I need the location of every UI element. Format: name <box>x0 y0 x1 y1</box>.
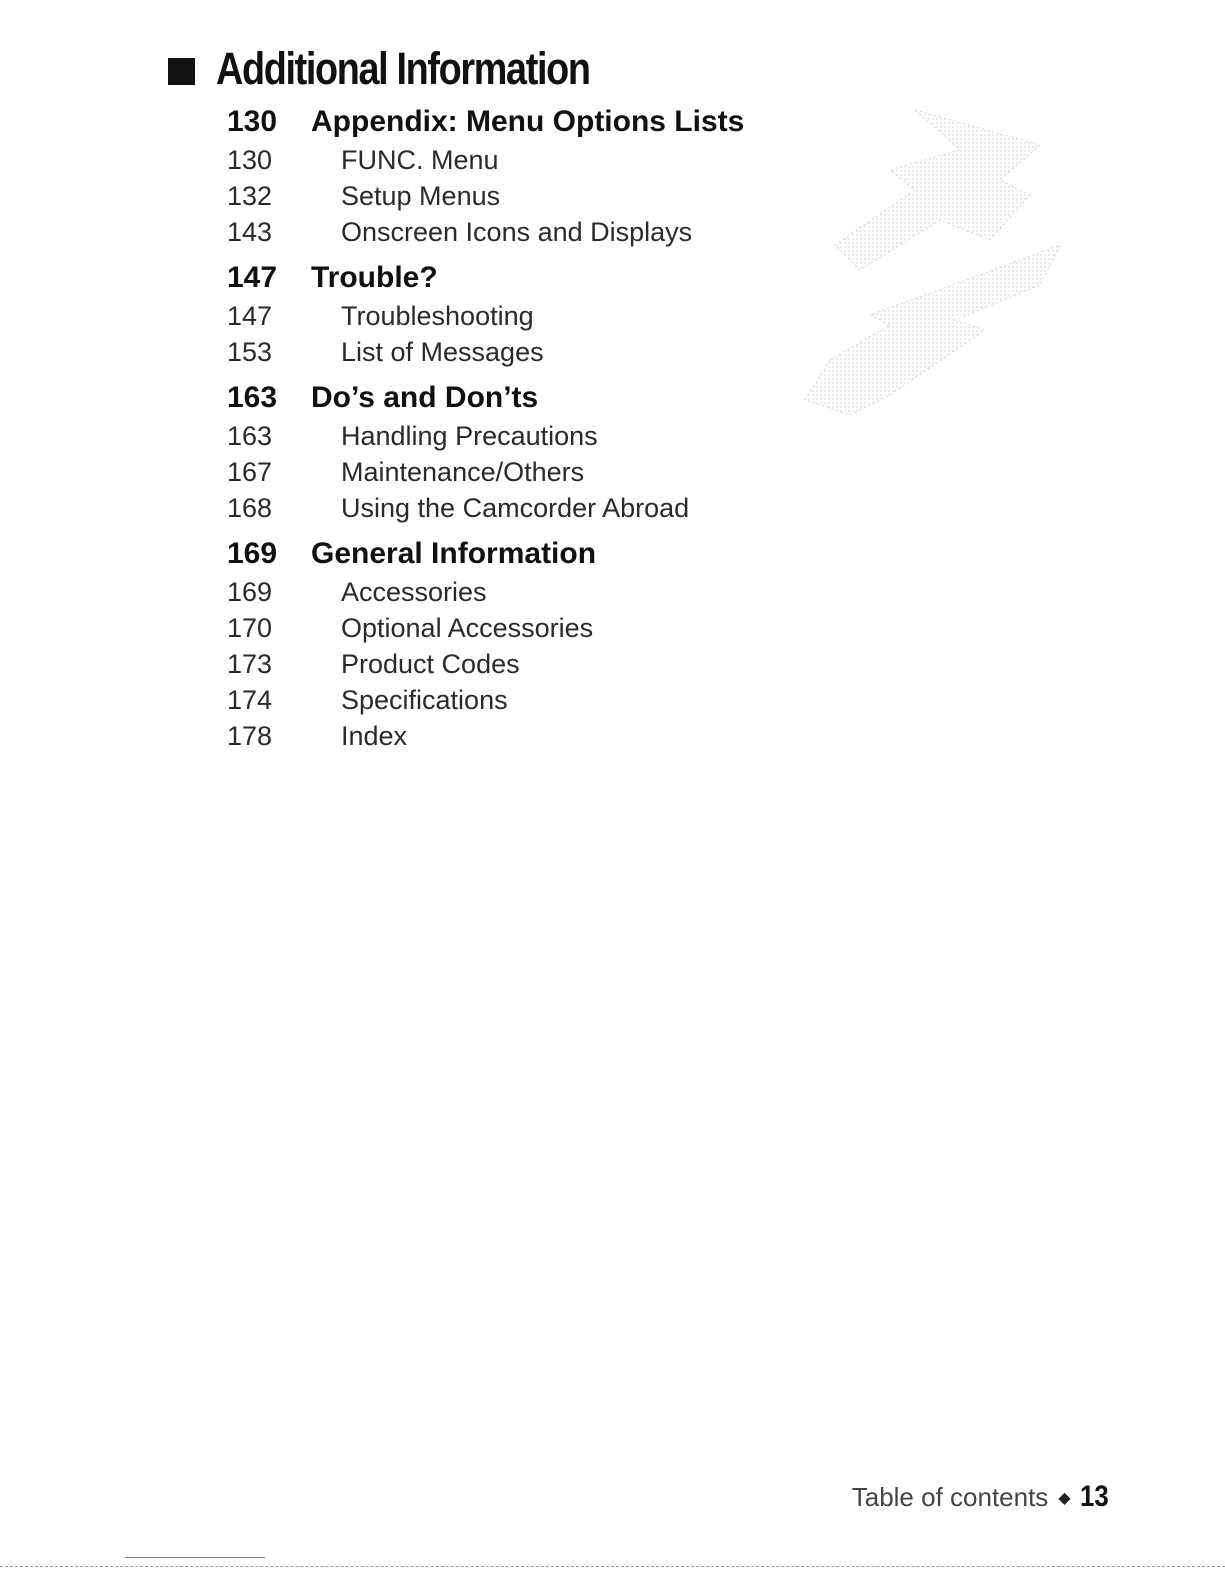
entry-page-number: 130 <box>227 145 273 175</box>
toc-section <box>227 258 847 370</box>
toc-entry[interactable] <box>227 214 847 250</box>
entry-label: Onscreen Icons and Displays <box>341 217 693 247</box>
entry-page-number: 132 <box>227 181 273 211</box>
page-number: 13 <box>1079 1480 1109 1513</box>
entry-label: Using the Camcorder Abroad <box>341 493 690 523</box>
entry-label: Specifications <box>341 685 508 715</box>
section-page-number: 130 <box>227 105 278 138</box>
entry-label: Index <box>341 721 408 751</box>
entry-page-number: 153 <box>227 337 273 367</box>
section-title: Trouble? <box>311 261 438 294</box>
section-page-number: 147 <box>227 261 278 294</box>
footer-label: Table of contents <box>851 1482 1049 1512</box>
section-title: Appendix: Menu Options Lists <box>311 105 745 138</box>
toc-entry[interactable] <box>227 178 847 214</box>
page-footer <box>852 1480 1113 1514</box>
entry-page-number: 174 <box>227 685 273 715</box>
entry-page-number: 170 <box>227 613 273 643</box>
entry-label: Accessories <box>341 577 487 607</box>
entry-page-number: 167 <box>227 457 273 487</box>
entry-page-number: 169 <box>227 577 273 607</box>
scan-mark-line <box>125 1557 265 1558</box>
entry-page-number: 147 <box>227 301 273 331</box>
diamond-bullet-icon: ◆ <box>1058 1490 1071 1507</box>
section-title: Do’s and Don’ts <box>311 381 539 414</box>
toc-entry[interactable] <box>227 298 847 334</box>
page-title: Additional Information <box>216 43 590 94</box>
entry-page-number: 163 <box>227 421 273 451</box>
entry-page-number: 143 <box>227 217 273 247</box>
toc-entry[interactable] <box>227 610 847 646</box>
section-heading[interactable] <box>227 378 847 418</box>
section-heading[interactable] <box>227 102 847 142</box>
entry-label: Product Codes <box>341 649 520 679</box>
entry-label: Troubleshooting <box>341 301 534 331</box>
toc-entry[interactable] <box>227 418 847 454</box>
section-heading[interactable] <box>227 258 847 298</box>
section-page-number: 169 <box>227 537 278 570</box>
toc-entry[interactable] <box>227 646 847 682</box>
entry-label: Handling Precautions <box>341 421 598 451</box>
toc-entry[interactable] <box>227 334 847 370</box>
toc-section <box>227 378 847 526</box>
toc-entry[interactable] <box>227 454 847 490</box>
entry-page-number: 178 <box>227 721 273 751</box>
section-title: General Information <box>311 537 597 570</box>
entry-page-number: 173 <box>227 649 273 679</box>
entry-page-number: 168 <box>227 493 273 523</box>
toc-section <box>227 534 847 754</box>
entry-label: List of Messages <box>341 337 544 367</box>
toc-entry[interactable] <box>227 574 847 610</box>
toc-entry[interactable] <box>227 718 847 754</box>
entry-label: Setup Menus <box>341 181 501 211</box>
section-heading[interactable] <box>227 534 847 574</box>
entry-label: Optional Accessories <box>341 613 594 643</box>
toc-list <box>227 102 847 754</box>
page-edge-divider <box>0 1566 1225 1567</box>
toc-entry[interactable] <box>227 142 847 178</box>
toc-entry[interactable] <box>227 682 847 718</box>
entry-label: Maintenance/Others <box>341 457 585 487</box>
toc-entry[interactable] <box>227 490 847 526</box>
page-header <box>168 40 661 98</box>
toc-section <box>227 102 847 250</box>
entry-label: FUNC. Menu <box>341 145 499 175</box>
square-bullet-icon <box>168 58 195 85</box>
section-page-number: 163 <box>227 381 278 414</box>
